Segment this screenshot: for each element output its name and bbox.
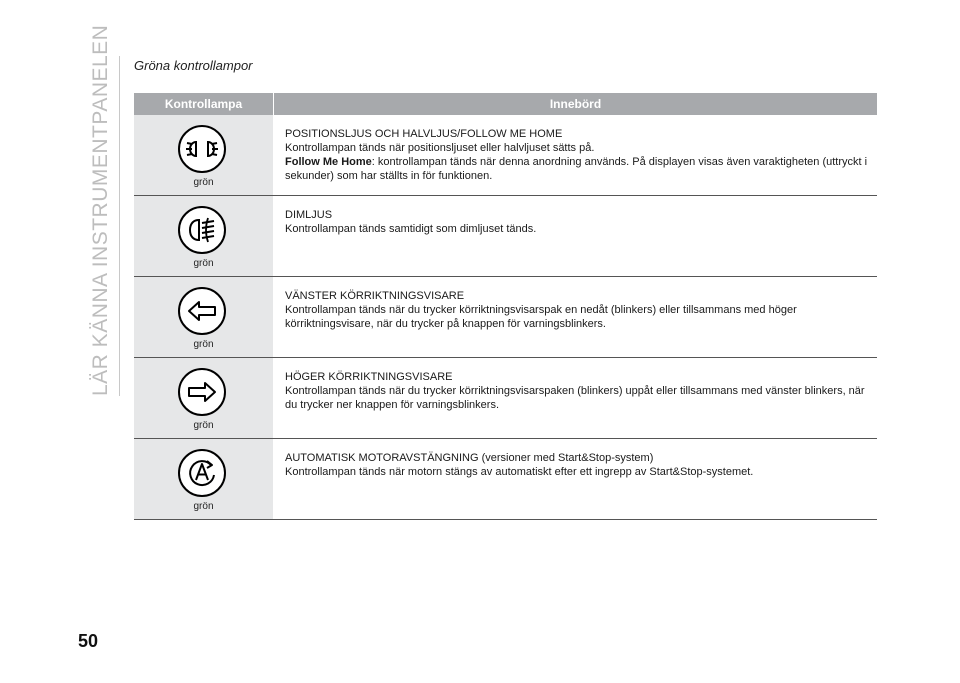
section-title: Gröna kontrollampor (134, 58, 253, 73)
meaning-cell (273, 358, 877, 438)
fog-light-icon (178, 206, 226, 254)
table-header (134, 93, 877, 115)
meaning-text: Kontrollampan tänds när motorn stängs av automatiskt efter ett ingrepp av Start&Stop-systemet. (285, 466, 754, 478)
warning-lights-table (134, 93, 877, 520)
meaning-text: Kontrollampan tänds när positionsljuset eller halvljuset sätts på. (285, 142, 595, 154)
header-meaning: Innebörd (549, 97, 602, 111)
meaning-extra (285, 155, 877, 183)
chapter-divider (119, 56, 120, 396)
meaning-cell (273, 115, 877, 195)
lamp-cell (134, 277, 273, 357)
meaning-cell (273, 277, 877, 357)
lamp-color-label: grön (193, 420, 214, 431)
meaning-title: VÄNSTER KÖRRIKTNINGSVISARE (285, 290, 465, 302)
meaning-title: DIMLJUS (285, 209, 333, 221)
meaning-text: Kontrollampan tänds när du trycker körriktningsvisarspak en nedåt (blinkers) eller tillsammans med höger körriktningsvisare, när du trycker på knappen för varningsblinkers. (285, 304, 797, 330)
meaning-title: AUTOMATISK MOTORAVSTÄNGNING (versioner med Start&Stop-system) (285, 452, 654, 464)
meaning-title: HÖGER KÖRRIKTNINGSVISARE (285, 371, 453, 383)
lamp-cell (134, 115, 273, 195)
start-stop-icon (178, 449, 226, 497)
table-row (134, 277, 877, 358)
meaning-bold-lead: Follow Me Home (285, 156, 372, 168)
table-row (134, 196, 877, 277)
header-lamp: Kontrollampa (134, 93, 274, 115)
lamp-color-label: grön (193, 501, 214, 512)
table-row (134, 439, 877, 520)
left-arrow-icon (178, 287, 226, 335)
lamp-color-label: grön (193, 258, 214, 269)
right-arrow-icon (178, 368, 226, 416)
meaning-title: POSITIONSLJUS OCH HALVLJUS/FOLLOW ME HOME (285, 128, 563, 140)
meaning-text: Kontrollampan tänds samtidigt som dimljuset tänds. (285, 223, 537, 235)
lamp-cell (134, 439, 273, 519)
meaning-text: Kontrollampan tänds när du trycker körriktningsvisarspaken (blinkers) uppåt eller tillsammans med vänster blinkers, när du trycker ner knappen för varningsblinkers. (285, 385, 865, 411)
table-row (134, 115, 877, 196)
table-row (134, 358, 877, 439)
lamp-cell (134, 358, 273, 438)
lamp-color-label: grön (193, 177, 214, 188)
page-number: 50 (78, 631, 99, 651)
position-lights-icon (178, 125, 226, 173)
lamp-cell (134, 196, 273, 276)
meaning-bold-rest: : kontrollampan tänds när denna anordning används. På displayen visas även varaktigheten (uttryckt i sekunder) som har ställts in för funktionen. (285, 156, 868, 182)
lamp-color-label: grön (193, 339, 214, 350)
meaning-cell (273, 439, 877, 519)
meaning-cell (273, 196, 877, 276)
chapter-title: LÄR KÄNNA INSTRUMENTPANELEN (89, 24, 112, 396)
